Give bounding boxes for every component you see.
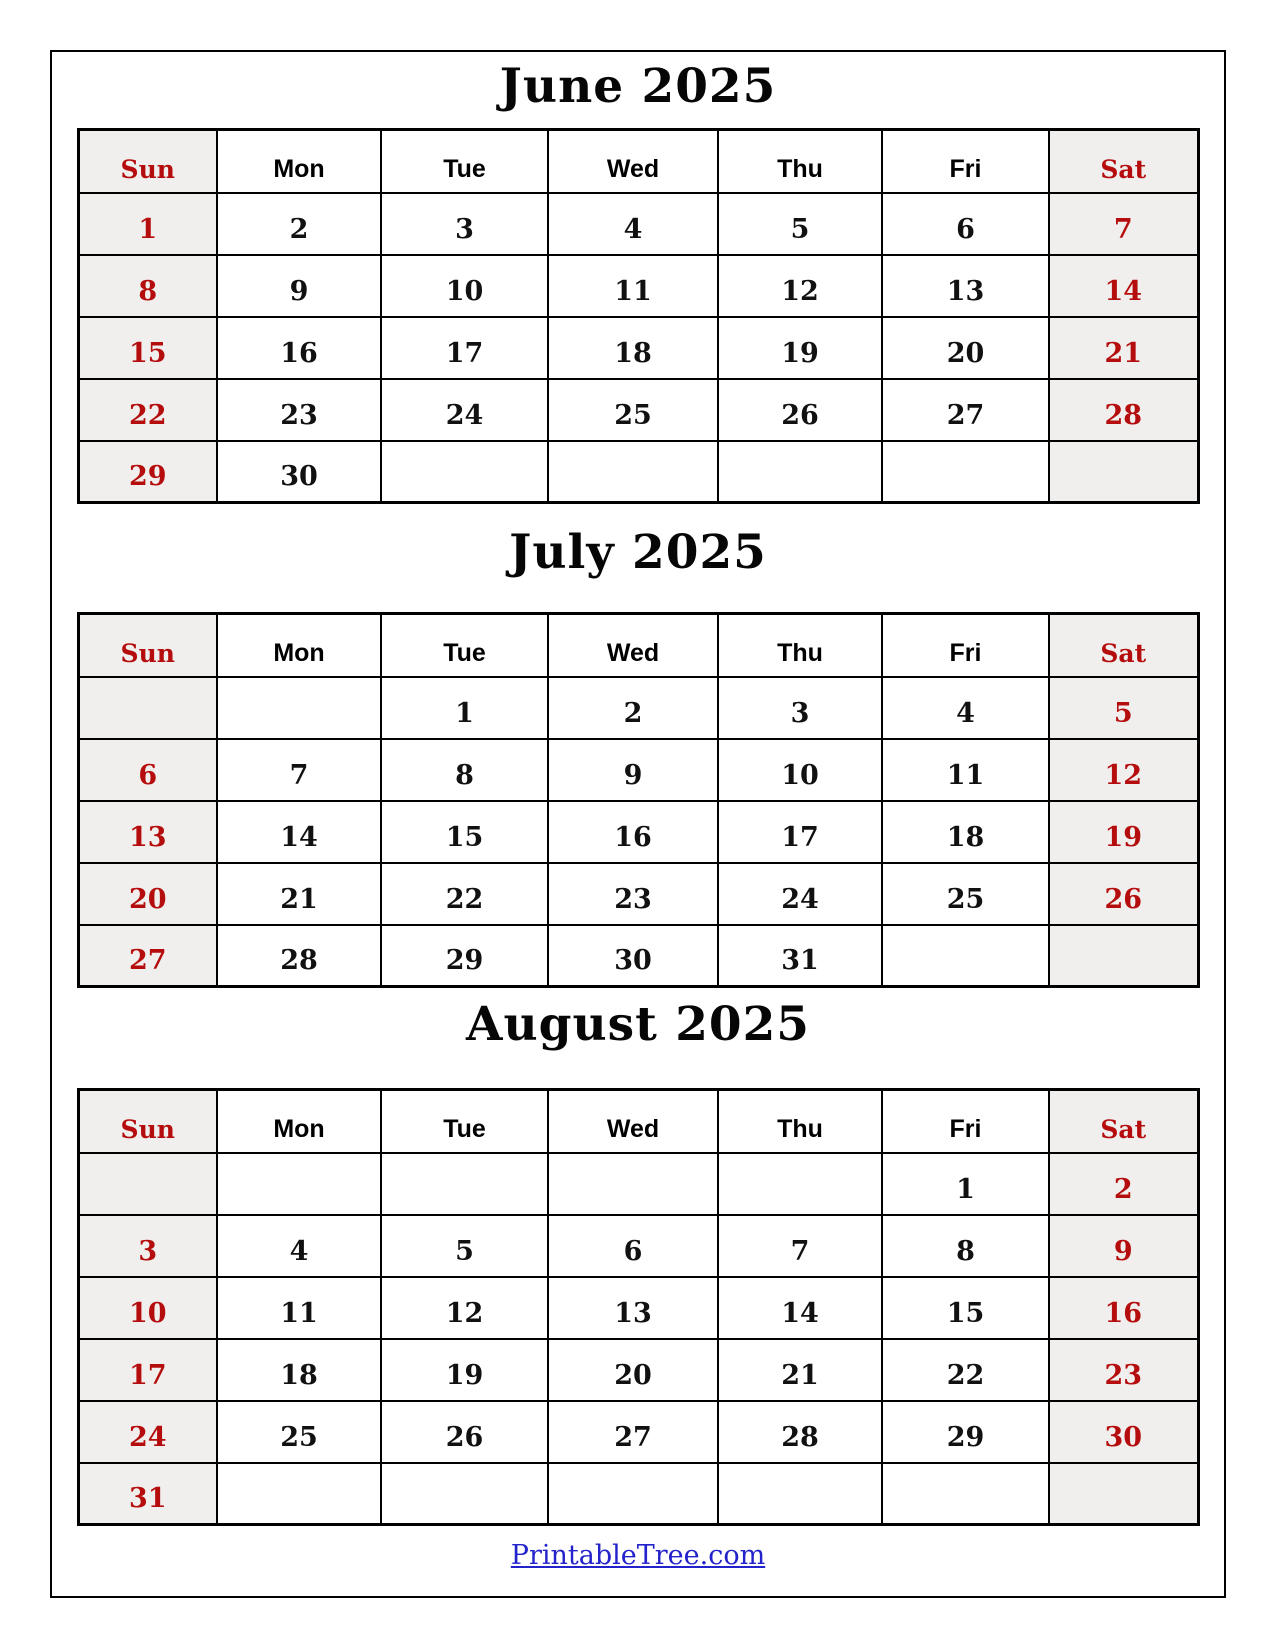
day-cell: 22 <box>381 863 548 925</box>
calendar-table-august <box>77 1088 1200 1526</box>
empty-day-cell <box>548 1153 718 1215</box>
week-row <box>78 1401 1198 1463</box>
week-row <box>78 677 1198 739</box>
day-cell: 6 <box>882 193 1049 255</box>
empty-day-cell <box>882 925 1049 987</box>
day-cell: 8 <box>381 739 548 801</box>
day-cell: 15 <box>381 801 548 863</box>
day-cell: 7 <box>1049 193 1198 255</box>
day-cell: 13 <box>882 255 1049 317</box>
month-title-july: July 2025 <box>509 525 767 580</box>
day-cell: 7 <box>718 1215 882 1277</box>
day-cell: 2 <box>217 193 381 255</box>
weekday-header-tue: Tue <box>381 130 548 193</box>
empty-day-cell <box>78 677 217 739</box>
day-cell: 9 <box>548 739 718 801</box>
week-row <box>78 1463 1198 1525</box>
empty-day-cell <box>718 1153 882 1215</box>
day-cell: 9 <box>1049 1215 1198 1277</box>
day-cell: 10 <box>718 739 882 801</box>
day-cell: 12 <box>718 255 882 317</box>
day-cell: 1 <box>381 677 548 739</box>
empty-day-cell <box>1049 925 1198 987</box>
day-cell: 25 <box>882 863 1049 925</box>
day-cell: 12 <box>381 1277 548 1339</box>
empty-day-cell <box>78 1153 217 1215</box>
week-row <box>78 255 1198 317</box>
day-cell: 29 <box>381 925 548 987</box>
week-row <box>78 441 1198 503</box>
empty-day-cell <box>718 1463 882 1525</box>
page-border-frame <box>50 50 1226 1598</box>
day-cell: 3 <box>718 677 882 739</box>
weekday-header-fri: Fri <box>882 130 1049 193</box>
day-cell: 19 <box>718 317 882 379</box>
weekday-header-fri: Fri <box>882 614 1049 677</box>
day-cell: 8 <box>882 1215 1049 1277</box>
day-cell: 7 <box>217 739 381 801</box>
day-cell: 22 <box>78 379 217 441</box>
weekday-header-wed: Wed <box>548 614 718 677</box>
weekday-header-thu: Thu <box>718 1090 882 1153</box>
empty-day-cell <box>548 1463 718 1525</box>
day-cell: 4 <box>548 193 718 255</box>
day-cell: 24 <box>381 379 548 441</box>
weekday-header-wed: Wed <box>548 1090 718 1153</box>
day-cell: 28 <box>217 925 381 987</box>
week-row <box>78 1277 1198 1339</box>
weekday-header-row <box>78 130 1198 193</box>
empty-day-cell <box>1049 1463 1198 1525</box>
day-cell: 20 <box>882 317 1049 379</box>
footer <box>52 1540 1224 1571</box>
day-cell: 30 <box>217 441 381 503</box>
day-cell: 8 <box>78 255 217 317</box>
day-cell: 21 <box>217 863 381 925</box>
day-cell: 29 <box>78 441 217 503</box>
day-cell: 17 <box>718 801 882 863</box>
day-cell: 6 <box>548 1215 718 1277</box>
weekday-header-tue: Tue <box>381 1090 548 1153</box>
day-cell: 11 <box>548 255 718 317</box>
day-cell: 27 <box>882 379 1049 441</box>
week-row <box>78 1339 1198 1401</box>
day-cell: 2 <box>548 677 718 739</box>
day-cell: 11 <box>217 1277 381 1339</box>
day-cell: 28 <box>718 1401 882 1463</box>
day-cell: 5 <box>1049 677 1198 739</box>
day-cell: 24 <box>718 863 882 925</box>
day-cell: 10 <box>381 255 548 317</box>
weekday-header-sat: Sat <box>1049 1090 1198 1153</box>
day-cell: 15 <box>78 317 217 379</box>
day-cell: 4 <box>217 1215 381 1277</box>
day-cell: 27 <box>78 925 217 987</box>
day-cell: 17 <box>78 1339 217 1401</box>
month-section-june <box>52 58 1224 504</box>
week-row <box>78 193 1198 255</box>
week-row <box>78 863 1198 925</box>
day-cell: 21 <box>1049 317 1198 379</box>
calendar-table-july <box>77 612 1200 988</box>
day-cell: 14 <box>718 1277 882 1339</box>
week-row <box>78 739 1198 801</box>
day-cell: 26 <box>1049 863 1198 925</box>
empty-day-cell <box>381 1153 548 1215</box>
day-cell: 26 <box>381 1401 548 1463</box>
day-cell: 14 <box>217 801 381 863</box>
day-cell: 27 <box>548 1401 718 1463</box>
week-row <box>78 925 1198 987</box>
weekday-header-row <box>78 614 1198 677</box>
day-cell: 20 <box>78 863 217 925</box>
day-cell: 25 <box>548 379 718 441</box>
day-cell: 16 <box>1049 1277 1198 1339</box>
day-cell: 12 <box>1049 739 1198 801</box>
weekday-header-tue: Tue <box>381 614 548 677</box>
week-row <box>78 801 1198 863</box>
day-cell: 29 <box>882 1401 1049 1463</box>
empty-day-cell <box>217 1153 381 1215</box>
day-cell: 13 <box>78 801 217 863</box>
day-cell: 21 <box>718 1339 882 1401</box>
day-cell: 11 <box>882 739 1049 801</box>
week-row <box>78 1153 1198 1215</box>
weekday-header-thu: Thu <box>718 130 882 193</box>
empty-day-cell <box>1049 441 1198 503</box>
day-cell: 1 <box>78 193 217 255</box>
day-cell: 19 <box>381 1339 548 1401</box>
day-cell: 23 <box>1049 1339 1198 1401</box>
day-cell: 18 <box>217 1339 381 1401</box>
day-cell: 24 <box>78 1401 217 1463</box>
day-cell: 30 <box>548 925 718 987</box>
day-cell: 4 <box>882 677 1049 739</box>
empty-day-cell <box>381 441 548 503</box>
day-cell: 30 <box>1049 1401 1198 1463</box>
day-cell: 13 <box>548 1277 718 1339</box>
weekday-header-fri: Fri <box>882 1090 1049 1153</box>
calendar-table-june <box>77 128 1200 504</box>
day-cell: 3 <box>78 1215 217 1277</box>
month-title-june: June 2025 <box>499 59 777 114</box>
day-cell: 3 <box>381 193 548 255</box>
day-cell: 14 <box>1049 255 1198 317</box>
day-cell: 31 <box>718 925 882 987</box>
empty-day-cell <box>217 677 381 739</box>
day-cell: 5 <box>718 193 882 255</box>
week-row <box>78 1215 1198 1277</box>
day-cell: 18 <box>882 801 1049 863</box>
day-cell: 15 <box>882 1277 1049 1339</box>
day-cell: 18 <box>548 317 718 379</box>
month-section-july <box>52 524 1224 988</box>
weekday-header-sat: Sat <box>1049 614 1198 677</box>
weekday-header-mon: Mon <box>217 130 381 193</box>
footer-link[interactable]: PrintableTree.com <box>510 1540 766 1571</box>
day-cell: 1 <box>882 1153 1049 1215</box>
empty-day-cell <box>381 1463 548 1525</box>
weekday-header-sat: Sat <box>1049 130 1198 193</box>
empty-day-cell <box>548 441 718 503</box>
weekday-header-mon: Mon <box>217 1090 381 1153</box>
week-row <box>78 317 1198 379</box>
empty-day-cell <box>882 441 1049 503</box>
weekday-header-wed: Wed <box>548 130 718 193</box>
day-cell: 23 <box>548 863 718 925</box>
empty-day-cell <box>718 441 882 503</box>
day-cell: 17 <box>381 317 548 379</box>
day-cell: 2 <box>1049 1153 1198 1215</box>
day-cell: 19 <box>1049 801 1198 863</box>
day-cell: 6 <box>78 739 217 801</box>
day-cell: 22 <box>882 1339 1049 1401</box>
day-cell: 25 <box>217 1401 381 1463</box>
day-cell: 23 <box>217 379 381 441</box>
day-cell: 20 <box>548 1339 718 1401</box>
weekday-header-mon: Mon <box>217 614 381 677</box>
day-cell: 28 <box>1049 379 1198 441</box>
empty-day-cell <box>882 1463 1049 1525</box>
weekday-header-sun: Sun <box>78 130 217 193</box>
day-cell: 10 <box>78 1277 217 1339</box>
weekday-header-thu: Thu <box>718 614 882 677</box>
month-title-august: August 2025 <box>465 997 811 1052</box>
weekday-header-row <box>78 1090 1198 1153</box>
day-cell: 31 <box>78 1463 217 1525</box>
weekday-header-sun: Sun <box>78 1090 217 1153</box>
week-row <box>78 379 1198 441</box>
day-cell: 5 <box>381 1215 548 1277</box>
day-cell: 16 <box>548 801 718 863</box>
day-cell: 26 <box>718 379 882 441</box>
day-cell: 9 <box>217 255 381 317</box>
empty-day-cell <box>217 1463 381 1525</box>
month-section-august <box>52 996 1224 1526</box>
day-cell: 16 <box>217 317 381 379</box>
weekday-header-sun: Sun <box>78 614 217 677</box>
